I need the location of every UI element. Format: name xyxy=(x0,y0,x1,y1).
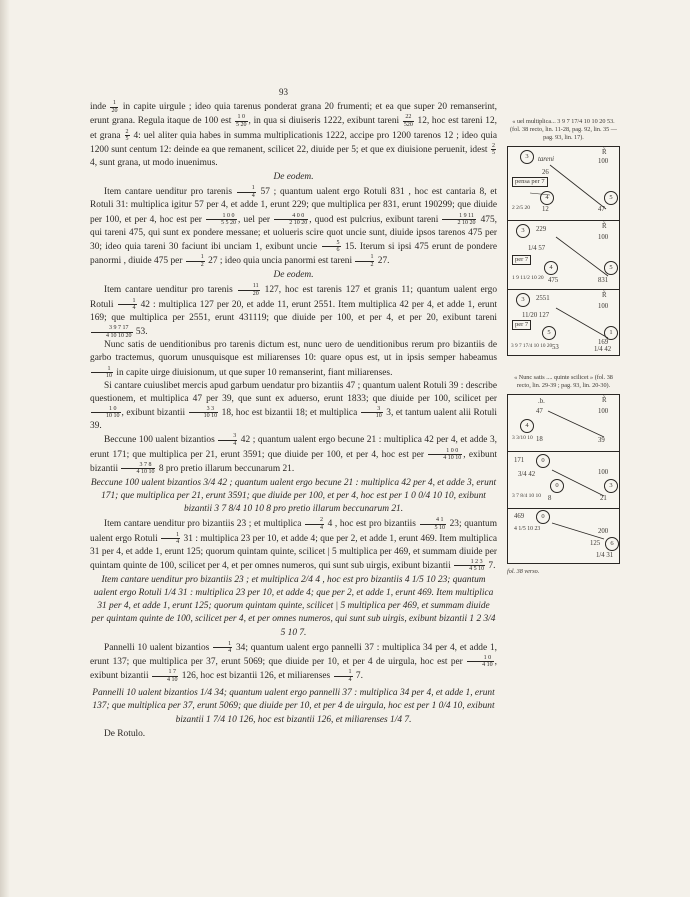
diagram-value: 1/4 31 xyxy=(596,552,614,559)
diagram-value: 1/4 42 xyxy=(594,346,612,353)
paragraph: Pannelli 10 ualent bizantios $\frac{1}{4}$ 34; quantum ualent ergo pannelli 37 : multiplica 34 per 4, et adde 1, erunt 137; que multiplica per 37, erunt 5069; que diuide per 10, et per 4 de uirgula, hoc est per $\frac{1 0}{4 10}$ , exibunt bizantii $\frac{1 7}{4 10}$ 126, hoc est bizantii 126, et miliarenses $\frac{1}{4}$ 7. xyxy=(90,640,497,683)
diagram-box: per 7 xyxy=(512,255,531,265)
diagram-value: 171 xyxy=(514,457,525,464)
diagram-value: 100 xyxy=(598,303,609,310)
diagram-fraction: 3 9 7 17/4 10 10 20 xyxy=(511,343,553,349)
diagram-value: 125 xyxy=(590,540,601,547)
section-heading: De eodem. xyxy=(273,270,314,281)
section-heading: Item cantare uenditur pro bizantiis 23 ; et multiplica 2/4 4 , hoc est pro bizantiis 4 1/5 10 23; quantum ualent ergo Rotuli 1/4 31 : multiplica 23 per 10, et adde 4; que per 2, et adde 1, erunt 469. Item multiplica 31 per 4, et adde 1, erunt 125; quorum quintam quinte, scilicet | 5 multiplica per 469, et summam diuide per quintam quinte de 100, scilicet per 4, et per omnes numeros, qui sunt sub uirgis, exibunt bizantii 1 2 3/4 5 10 7. xyxy=(91,575,496,638)
circle-number: 5 xyxy=(542,326,556,340)
section-heading: De eodem. xyxy=(273,172,314,183)
margin-note-bottom: fol. 38 verso. xyxy=(507,568,540,575)
diagram-label: R̃ xyxy=(602,149,607,156)
diagram-value: 2551 xyxy=(536,295,550,302)
diagram-value: 8 xyxy=(548,495,552,502)
diagram-value: 39 xyxy=(598,437,605,444)
circle-number: 3 xyxy=(520,150,534,164)
diagram-value: 12 xyxy=(542,206,549,213)
paragraph: inde $\frac{1}{20}$ in capite uirgule ; ideo quia tarenus ponderat grana 20 frumenti; et ea que super 20 remanserint, erunt grana. Regula itaque de 100 est $\frac{1 0}{5 20}$ , in qua si diuiseris 1222, exibunt tareni $\frac{22}{520}$ 12, hoc est tareni 12, et grana $\frac{2}{5}$ 4: uel aliter quia habes in summa multiplicationis 1222, accipe pro 1200 tarenos 12 ; ideo quia 1200 sunt centum 12: deinde ea que remanent, scilicet 22, diuide per 5; et que ex diuisione peruenit, idest $\frac{2}{5}$ 4, sunt grana, ut modo inuenimus. xyxy=(90,100,498,168)
diagram-value: 21 xyxy=(600,495,607,502)
paragraph: Si cantare cuiuslibet mercis apud garbum uendatur pro bizantiis 47 ; quantum ualent Rotuli 39 : describe questionem, et multiplica 47 per 39, que sunt ex aduerso, erunt 1833; que diuide per 100, scilicet per $\frac{1 0}{10 10}$ , exibunt bizantii $\frac{3 3}{10 10}$ 18, hoc est bizantii 18; et multiplica $\frac{3}{10}$ 3, et tantum ualent alii Rotuli 39. xyxy=(90,380,497,432)
diagram-value: 469 xyxy=(514,513,525,520)
diagram-value: 11/20 127 xyxy=(522,312,550,319)
circle-number: 3 xyxy=(516,293,530,307)
circle-number: 3 xyxy=(604,479,618,493)
diagram-cell xyxy=(508,395,619,452)
paragraph: Item cantare uenditur pro bizantiis 23 ; et multiplica $\frac{2}{4}$ 4 , hoc est pro bizantiis $\frac{4 1}{5 10}$ 23; quantum ualent ergo Rotuli $\frac{1}{4}$ 31 : multiplica 23 per 10, et adde 4; que per 2, et adde 1, erunt 469. Item multiplica 31 per 4, et adde 1, erunt 125; quorum quintam quinte, scilicet | 5 multiplica per 469, et summam diuide per quintam quinte de 100, scilicet per 4, et per omnes numeros, qui sunt sub uirgis, exibunt bizantii $\frac{1 2 3}{4 5 10}$ 7. xyxy=(90,517,498,573)
margin-column xyxy=(507,118,620,580)
diagram-fraction: 3 3/10 10 xyxy=(512,435,533,441)
circle-number: 0 xyxy=(550,479,564,493)
diagram-fraction: 3 7 8/4 10 10 xyxy=(512,493,542,499)
diagram-fraction: 1 9 11/2 10 20 xyxy=(512,275,544,281)
circle-number: 0 xyxy=(536,454,550,468)
diagram-value: 18 xyxy=(536,436,543,443)
diagram-label: .b. xyxy=(538,398,545,405)
paragraph: Item cantare uenditur pro tarenis $\frac{1}{4}$ 57 ; quantum ualent ergo Rotuli 831 , hoc est cantaria 8, et Rotuli 31: multiplica igitur 57 per 4, et adde 1, erunt 229; que multiplica per 831, erunt 190299; que diuide per 100, et per 4, hoc est per $\frac{1 0 0}{5 5 20}$ , uel per $\frac{4 0 0}{2 10 20}$ , quod est pulcrius, exibunt tareni $\frac{1 9 11}{2 10 20}$ 475, qui tareni 475, qui sunt ex pondere messane; et uolueris scire quot uncie sunt, diuide ipsos tarenos 475 per 30; ideo quia tareni 30 faciunt ibi unciam 1, exibunt uncie $\frac{5}{6}$ 15. Iterum si ipsi 475 erunt de pondere panormi , diuide 475 per $\frac{1}{2}$ 27 ; ideo quia uncia panormi est tareni $\frac{1}{2}$ 27. xyxy=(90,185,498,268)
diagram-value: 200 xyxy=(598,528,609,535)
paragraph: Item cantare uenditur pro tarenis $\frac{11}{20}$ 127, hoc est tarenis 127 et granis 11; quantum ualent ergo Rotuli $\frac{1}{4}$ 42 : multiplica 127 per 20, et adde 11, erunt 2551. Item multiplica 42 per 4, et adde 1, erunt 169; que multiplica per 2551, erunt 431119; que diuide per 100, et per 4, et per 20, exibunt tareni $\frac{3 9 7 17}{4 10 10 20}$ 53. xyxy=(90,283,498,339)
circle-number: 4 xyxy=(544,261,558,275)
diagram-value: 100 xyxy=(598,408,609,415)
diagram-value: 100 xyxy=(598,158,609,165)
diagram-cell xyxy=(508,290,619,355)
diagram-cell xyxy=(508,452,619,509)
paragraph: De Rotulo. xyxy=(104,728,146,739)
paragraph: Beccune 100 ualent bizantios $\frac{3}{4}$ 42 ; quantum ualent ergo becune 21 : multiplica 42 per 4, et adde 3, erunt 171; que multiplica per 21, erunt 3591; que diuide per 100, et per 4, hoc est per $\frac{1 0 0}{4 10 10}$ , exibunt bizantii $\frac{3 7 8}{4 10 10}$ 8 pro pretio illarum beccunarum 21. xyxy=(90,433,497,476)
circle-number: 4 xyxy=(540,191,554,205)
diagram-value: 53 xyxy=(552,344,559,351)
diagram-value: 3/4 42 xyxy=(518,471,536,478)
diagram-cell xyxy=(508,509,619,563)
diagram-label: R̃ xyxy=(602,223,607,230)
diagram-cell xyxy=(508,147,619,221)
diagram-label: R̃ xyxy=(602,292,607,299)
diagram-value: 1/4 57 xyxy=(528,245,546,252)
section-heading: Pannelli 10 ualent bizantios 1/4 34; quantum ualent ergo pannelli 37 : multiplica 34 per 4, et adde 1, erunt 137; que multiplica per 37, erunt 5069; que diuide per 10, et per 4 de uirgula, hoc est per 1 0/4 10, exibunt bizantii 1 7/4 10 126, hoc est bizantii 126, et miliarenses 1/4 7. xyxy=(92,688,495,725)
section-heading: Beccune 100 ualent bizantios 3/4 42 ; quantum ualent ergo becune 21 : multiplica 42 per 4, et adde 3, erunt 171; que multiplica per 21, erunt 3591; que diuide per 100, et per 4, hoc est per 1 0 0/4 10 10, exibunt bizantii 3 7 8/4 10 10 8 pro pretio illarum beccunarum 21. xyxy=(90,478,497,515)
circle-number: 4 xyxy=(520,419,534,433)
circle-number: 3 xyxy=(516,224,530,238)
diagram-value: 100 xyxy=(598,234,609,241)
circle-number: 0 xyxy=(536,510,550,524)
diagram-value: 475 xyxy=(548,277,559,284)
diagram-box: pensa per 7 xyxy=(512,177,548,187)
circle-number: 1 xyxy=(604,326,618,340)
diagram-box: per 7 xyxy=(512,320,531,330)
diagram-label: R̃ xyxy=(602,397,607,404)
diagram-1 xyxy=(507,146,620,356)
diagram-value: 26 xyxy=(542,169,549,176)
paragraph: Nunc satis de uenditionibus pro tarenis dictum est, nunc uero de uenditionibus rerum pro bizantiis de garbo tractemus, quorum unusquisque est miliarenses 10: quare opus est, ut in ipsis semper habeamus $\frac{1}{10}$ in capite uirge diuisionum, ut que super 10 remanserint, fiant miliarenses. xyxy=(90,340,497,379)
book-spine-shadow xyxy=(0,0,10,897)
diagram-value: 229 xyxy=(536,226,547,233)
diagram-value: 47 xyxy=(598,206,605,213)
margin-note-top: « uel multiplica... 3 9 7 17/4 10 10 20 53. (fol. 38 recto, lin. 11-28, pag. 92, lin. 35 — pag. 93, lin. 17). xyxy=(509,118,617,141)
diagram-value: 4 1/5 10 23 xyxy=(514,526,541,532)
circle-number: 6 xyxy=(605,537,619,551)
diagram-value: 831 xyxy=(598,277,609,284)
circle-number: 5 xyxy=(604,261,618,275)
diagram-value: 47 xyxy=(536,408,543,415)
diagram-value: 169 xyxy=(598,339,609,346)
page-number: 93 xyxy=(279,87,288,97)
diagram-2 xyxy=(507,394,620,564)
diagram-fraction: 2 2/5 20 xyxy=(512,205,531,211)
circle-number: 5 xyxy=(604,191,618,205)
margin-note-middle: « Nunc satis .... quinte scilicet » (fol. 38 recto, lin. 29-39 ; pag. 93, lin. 20-30). xyxy=(514,374,613,389)
diagram-cell xyxy=(508,221,619,290)
diagram-label: tareni xyxy=(538,156,554,163)
main-text xyxy=(90,100,497,741)
diagram-value: 100 xyxy=(598,469,609,476)
